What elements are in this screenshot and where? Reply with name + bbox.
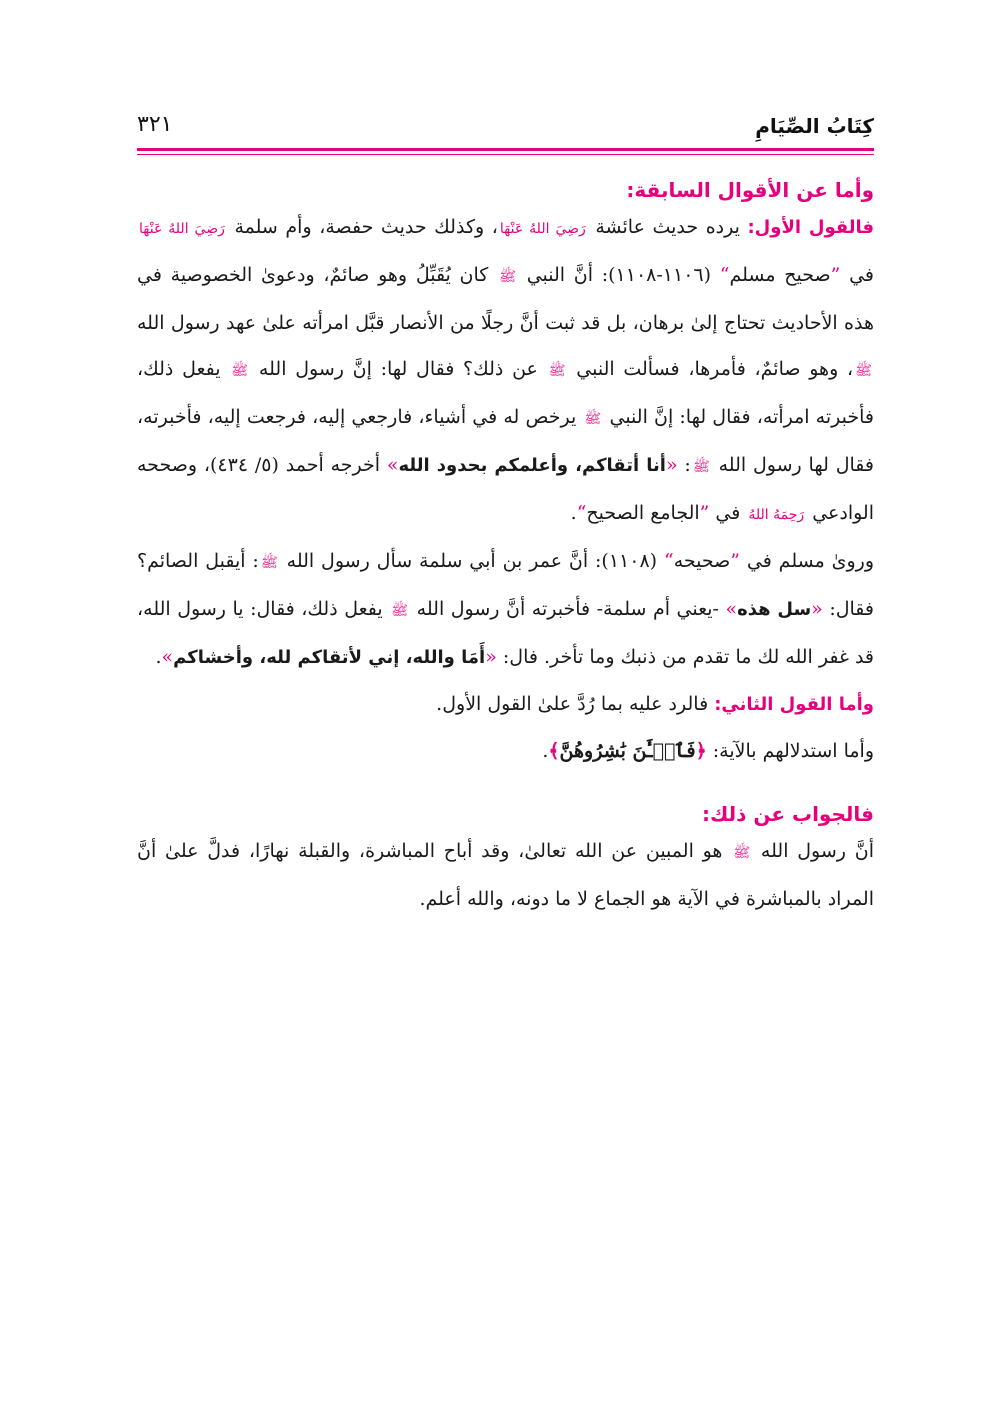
honorific-prophet: ﷺ [692,459,710,475]
paragraph-muslim-narration: وروىٰ مسلم في ”صحيحه“ (١١٠٨): أنَّ عمر بن أبي سلمة سأل رسول الله ﷺ: أيقبل الصائم؟ فقال: «سل هذه» -يعني أم سلمة- فأخبرته أنَّ رسول الله ﷺ يفعل ذلك، فقال: يا رسول الله، قد غفر الله لك ما تقدم من ذنبك وما تأخر. فال: «أَمَا والله، إني لأتقاكم لله، وأخشاكم». [137,550,875,668]
honorific-prophet: ﷺ [733,845,751,861]
paragraph-answer: أنَّ رسول الله ﷺ هو المبين عن الله تعالىٰ، وقد أباح المباشرة، والقبلة نهارًا، فدلَّ علىٰ أنَّ المراد بالمباشرة في الآية هو الجماع لا ما دونه، والله أعلم. [137,840,874,910]
book-title-sahihihi: صحيحه [673,550,731,572]
first-opinion-label: فالقول الأول: [747,217,875,238]
section-heading-previous-opinions: وأما عن الأقوال السابقة: [626,178,874,202]
hadith-text: أنا أتقاكم، وأعلمكم بحدود الله [398,455,666,476]
section-heading-answer: فالجواب عن ذلك: [701,802,874,826]
page-header [137,108,874,148]
paragraph-verse-argument: وأما استدلالهم بالآية: ﴿فَٱلۡـَٰٔنَ بَٰشِرُوهُنَّ﴾. [542,740,874,762]
book-page [137,108,874,922]
honorific-prophet: ﷺ [855,363,873,379]
honorific-aisha: رَضِيَ اللهُ عَنْهَا [499,221,586,237]
honorific-prophet: ﷺ [584,411,602,427]
honorific-prophet: ﷺ [260,555,278,571]
running-title: كِتَابُ الصِّيَامِ [755,114,874,138]
hadith-text: سل هذه [737,599,812,620]
honorific-prophet: ﷺ [499,269,516,285]
honorific-rahimahullah: رَحِمَهُ اللهُ [748,507,805,523]
header-rule-thick [137,148,874,151]
hadith-text: أَمَا والله، إني لأتقاكم لله، وأخشاكم [173,647,486,668]
header-rule-thin [137,154,874,155]
book-title-jami-sahih: الجامع الصحيح [586,502,700,524]
honorific-prophet: ﷺ [391,603,409,619]
honorific-umm-salama: رَضِيَ اللهُ عَنْهَا [139,221,225,237]
page-number: ٣٢١ [137,112,173,137]
honorific-prophet: ﷺ [231,363,249,379]
quran-verse: فَٱلۡـَٰٔنَ بَٰشِرُوهُنَّ [559,740,696,762]
book-title-sahih-muslim: صحيح مسلم [729,264,831,286]
paragraph-second-opinion: وأما القول الثاني: فالرد عليه بما رُدَّ علىٰ القول الأول. [436,693,874,715]
second-opinion-label: وأما القول الثاني: [714,694,874,715]
paragraph-first-opinion: فالقول الأول: يرده حديث عائشة رَضِيَ اللهُ عَنْهَا، وكذلك حديث حفصة، وأم سلمة رَضِيَ اللهُ عَنْهَا في ”صحيح مسلم“ (١١٠٦-١١٠٨): أنَّ النبي ﷺ كان يُقَبِّلُ وهو صائمٌ، ودعوىٰ الخصوصية في هذه الأحاديث تحتاج إلىٰ برهان، بل قد ثبت أنَّ رجلًا من الأنصار قبَّل امرأته علىٰ عهد رسول الله ﷺ، وهو صائمٌ، فأمرها، فسألت النبي ﷺ عن ذلك؟ فقال لها: إنَّ رسول الله ﷺ يفعل ذلك، فأخبرته امرأته، فقال لها: إنَّ النبي ﷺ يرخص له في أشياء، فارجعي إليه، فرجعت إليه، فأخبرته، فقال لها رسول الله ﷺ: «أنا أتقاكم، وأعلمكم بحدود الله» أخرجه أحمد (٥/ ٤٣٤)، وصححه الوادعي رَحِمَهُ اللهُ في ”الجامع الصحيح“. [137,216,875,524]
honorific-prophet: ﷺ [548,363,566,379]
